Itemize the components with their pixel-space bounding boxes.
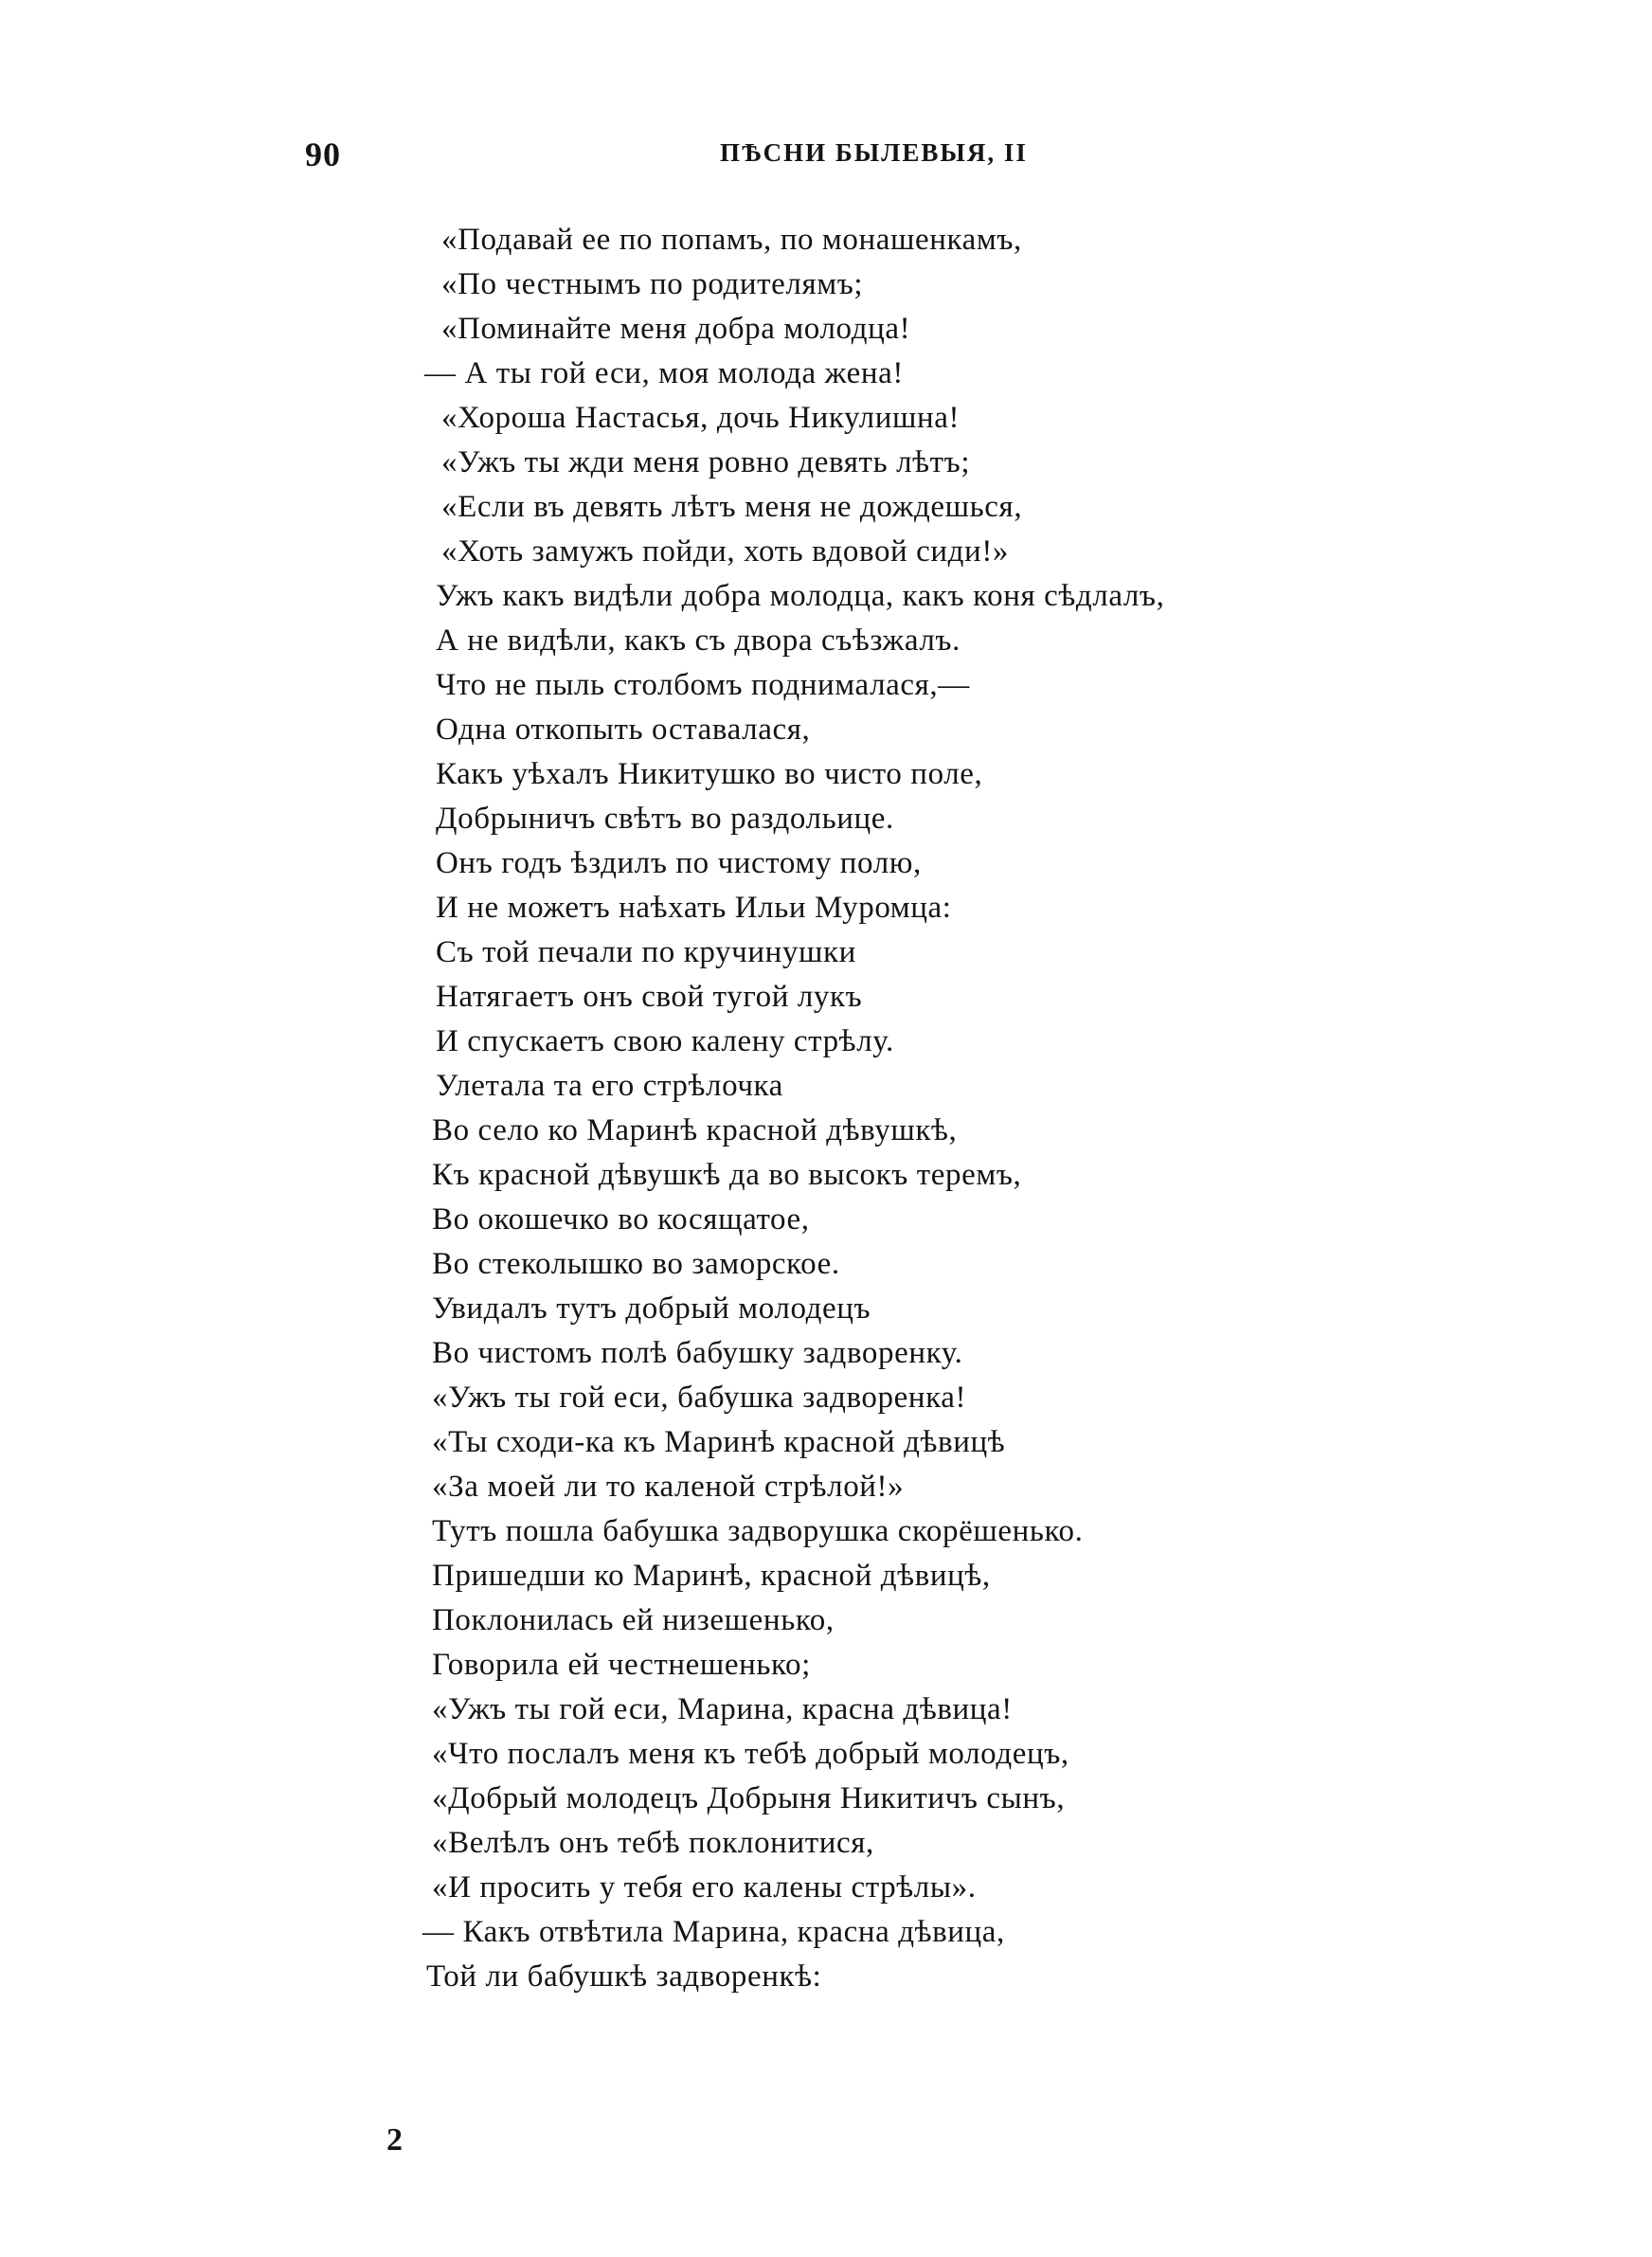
poem-line: «Добрый молодецъ Добрыня Никитичъ сынъ, <box>432 1781 1066 1815</box>
poem-line: «Если въ девять лѣтъ меня не дождешься, <box>441 490 1023 524</box>
poem-line: «По честнымъ по родителямъ; <box>441 267 864 301</box>
poem-line: Во село ко Маринѣ красной дѣвушкѣ, <box>432 1113 958 1147</box>
poem-line: «И просить у тебя его калены стрѣлы». <box>432 1870 977 1905</box>
poem-line: Во чистомъ полѣ бабушку задворенку. <box>432 1336 963 1370</box>
poem-line: А не видѣли, какъ съ двора съѣзжалъ. <box>436 623 961 658</box>
poem-line: «Велѣлъ онъ тебѣ поклонитися, <box>432 1826 874 1860</box>
poem-line: «Ужъ ты жди меня ровно девять лѣтъ; <box>441 445 971 479</box>
poem-line: Пришедши ко Маринѣ, красной дѣвицѣ, <box>432 1559 991 1593</box>
poem-line: «Что послалъ меня къ тебѣ добрый молодецъ, <box>432 1737 1069 1771</box>
poem-line: «Ужъ ты гой еси, бабушка задворенка! <box>432 1381 967 1415</box>
poem-line: Увидалъ тутъ добрый молодецъ <box>432 1291 871 1326</box>
poem-line: «Ты сходи-ка къ Маринѣ красной дѣвицѣ <box>432 1425 1006 1459</box>
poem-line: «Хоть замужъ пойди, хоть вдовой сиди!» <box>441 534 1010 569</box>
poem-line: Улетала та его стрѣлочка <box>436 1069 783 1103</box>
poem-line: «За моей ли то каленой стрѣлой!» <box>432 1470 905 1504</box>
poem-line: — А ты гой еси, моя молода жена! <box>424 356 904 390</box>
poem-line: Поклонилась ей низешенько, <box>432 1603 835 1637</box>
poem-line: Съ той печали по кручинушки <box>436 935 856 969</box>
poem-line: И спускаетъ свою калену стрѣлу. <box>436 1024 894 1058</box>
running-head: ПѢСНИ БЫЛЕВЫЯ, II <box>720 138 1028 167</box>
signature-mark: 2 <box>386 2122 403 2158</box>
poem-line: Тутъ пошла бабушка задворушка скорёшенько. <box>432 1514 1084 1548</box>
poem-line: Ужъ какъ видѣли добра молодца, какъ коня сѣдлалъ, <box>436 579 1165 613</box>
poem-line: «Ужъ ты гой еси, Марина, красна дѣвица! <box>432 1692 1013 1726</box>
poem-line: Той ли бабушкѣ задворенкѣ: <box>426 1959 822 1994</box>
poem-line: Говорила ей честнешенько; <box>432 1648 811 1682</box>
poem-line: Къ красной дѣвушкѣ да во высокъ теремъ, <box>432 1158 1022 1192</box>
page-number: 90 <box>305 135 341 173</box>
poem-line: Какъ уѣхалъ Никитушко во чисто поле, <box>436 757 983 791</box>
poem-line: «Подавай ее по попамъ, по монашенкамъ, <box>441 223 1022 257</box>
poem-line: «Поминайте меня добра молодца! <box>441 312 911 346</box>
poem-line: Онъ годъ ѣздилъ по чистому полю, <box>436 846 922 880</box>
poem-line: — Какъ отвѣтила Марина, красна дѣвица, <box>422 1915 1005 1949</box>
poem-line: Добрыничъ свѣтъ во раздольице. <box>436 802 894 836</box>
poem-line: Натягаетъ онъ свой тугой лукъ <box>436 980 863 1014</box>
poem-line: Во окошечко во косящатое, <box>432 1202 810 1237</box>
poem-line: Что не пыль столбомъ поднималася,— <box>436 668 970 702</box>
poem-line: И не можетъ наѣхать Ильи Муромца: <box>436 891 952 925</box>
poem-line: «Хороша Настасья, дочь Никулишна! <box>441 401 961 435</box>
poem-line: Одна откопыть оставалася, <box>436 713 811 747</box>
poem-line: Во стеколышко во заморское. <box>432 1247 840 1281</box>
